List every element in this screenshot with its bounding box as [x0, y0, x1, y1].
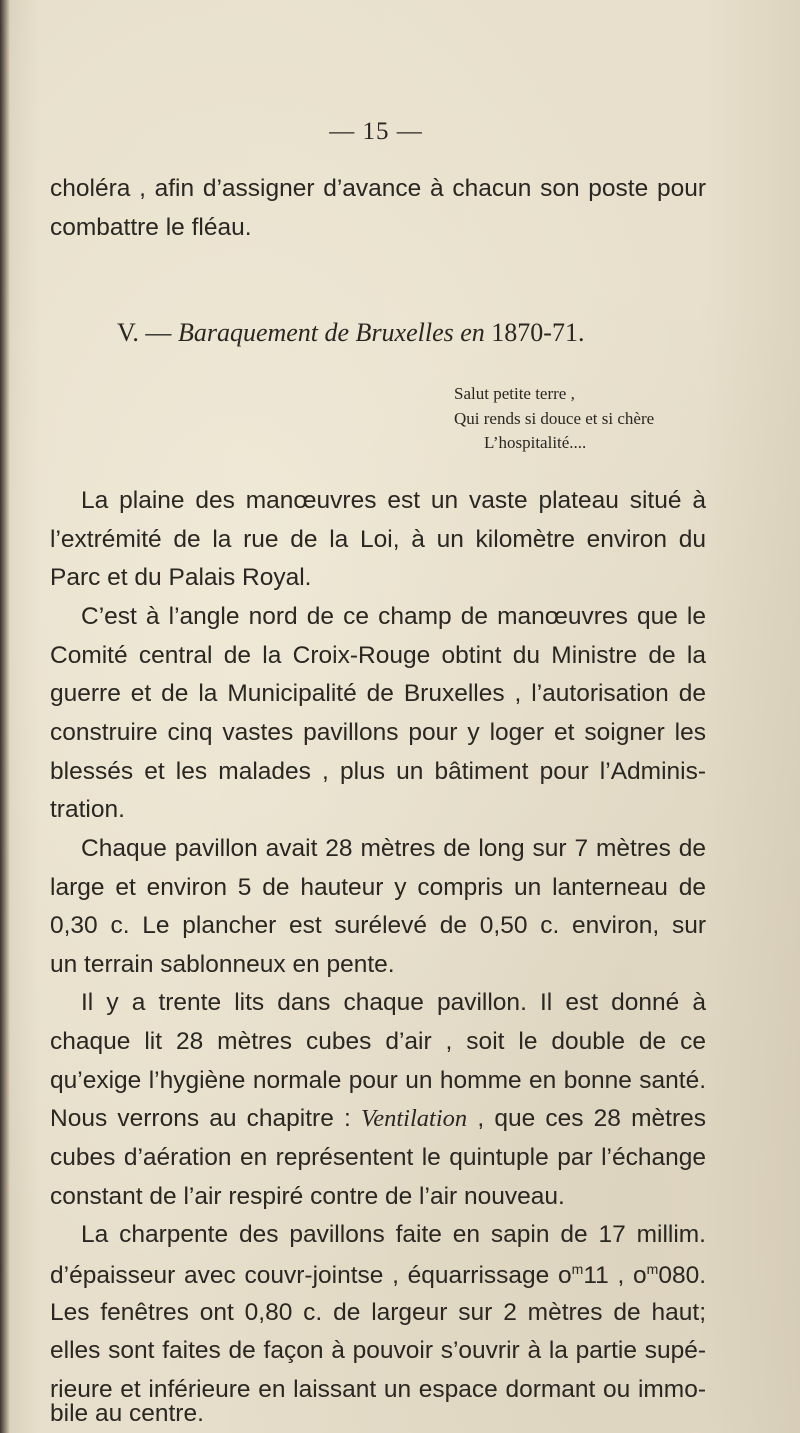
body-line: blessés et les malades , plus un bâtiment pour l’Adminis-	[50, 758, 706, 785]
body-text: 080.	[658, 1262, 706, 1290]
body-line: Il y a trente lits dans chaque pavillon. Il est donné à	[81, 989, 706, 1016]
body-line: Les fenêtres ont 0,80 c. de largeur sur 2 mètres de haut;	[50, 1299, 706, 1326]
section-heading	[117, 318, 584, 348]
epigraph-line: Qui rends si douce et si chère	[454, 409, 655, 428]
section-title: Baraquement de Bruxelles en	[177, 318, 485, 347]
body-line: bile au centre.	[50, 1400, 204, 1427]
text-line: combattre le fléau.	[50, 214, 252, 241]
body-line	[50, 1262, 706, 1289]
body-line: chaque lit 28 mètres cubes d’air , soit le double de ce	[50, 1028, 706, 1055]
unit-superscript: m	[571, 1261, 584, 1277]
binding-shadow	[0, 0, 10, 1433]
body-line: construire cinq vastes pavillons pour y loger et soigner les	[50, 719, 706, 746]
body-line: elles sont faites de façon à pouvoir s’ouvrir à la partie supé-	[50, 1337, 706, 1364]
body-text: 11 , o	[583, 1262, 647, 1290]
body-line: qu’exige l’hygiène normale pour un homme en bonne santé.	[50, 1067, 706, 1094]
body-line: La plaine des manœuvres est un vaste plateau situé à	[81, 487, 706, 514]
body-line: guerre et de la Municipalité de Bruxelles , l’autorisation de	[50, 680, 706, 707]
body-line: 0,30 c. Le plancher est surélevé de 0,50 c. environ, sur	[50, 912, 706, 939]
chapter-reference: Ventilation	[361, 1105, 468, 1132]
body-line	[50, 1107, 706, 1132]
body-text: Nous verrons au chapitre :	[50, 1105, 361, 1132]
page-number: — 15 —	[329, 118, 423, 145]
body-line: rieure et inférieure en laissant un espace dormant ou immo-	[50, 1376, 706, 1403]
section-number: V. —	[117, 318, 172, 347]
body-line: La charpente des pavillons faite en sapin de 17 millim.	[81, 1221, 706, 1248]
body-line: large et environ 5 de hauteur y compris un lanterneau de	[50, 874, 706, 901]
section-years: 1870-71.	[491, 318, 585, 347]
epigraph-line: L’hospitalité....	[484, 433, 587, 452]
unit-superscript: m	[646, 1261, 659, 1277]
epigraph-line: Salut petite terre ,	[454, 384, 575, 403]
body-line: Parc et du Palais Royal.	[50, 564, 312, 591]
body-line: cubes d’aération en représentent le quintuple par l’échange	[50, 1144, 706, 1171]
body-line: constant de l’air respiré contre de l’air nouveau.	[50, 1183, 565, 1210]
body-line: tration.	[50, 796, 125, 823]
body-line: Chaque pavillon avait 28 mètres de long sur 7 mètres de	[81, 835, 706, 862]
text-line: choléra , afin d’assigner d’avance à chacun son poste pour	[50, 175, 706, 202]
body-text: , que ces 28 mètres	[467, 1105, 706, 1132]
body-line: Comité central de la Croix-Rouge obtint du Ministre de la	[50, 642, 706, 669]
body-line: C’est à l’angle nord de ce champ de manœuvres que le	[81, 603, 706, 630]
body-text: d’épaisseur avec couvr-jointse , équarrissage o	[50, 1262, 572, 1290]
body-line: un terrain sablonneux en pente.	[50, 951, 395, 978]
body-line: l’extrémité de la rue de la Loi, à un kilomètre environ du	[50, 526, 706, 553]
